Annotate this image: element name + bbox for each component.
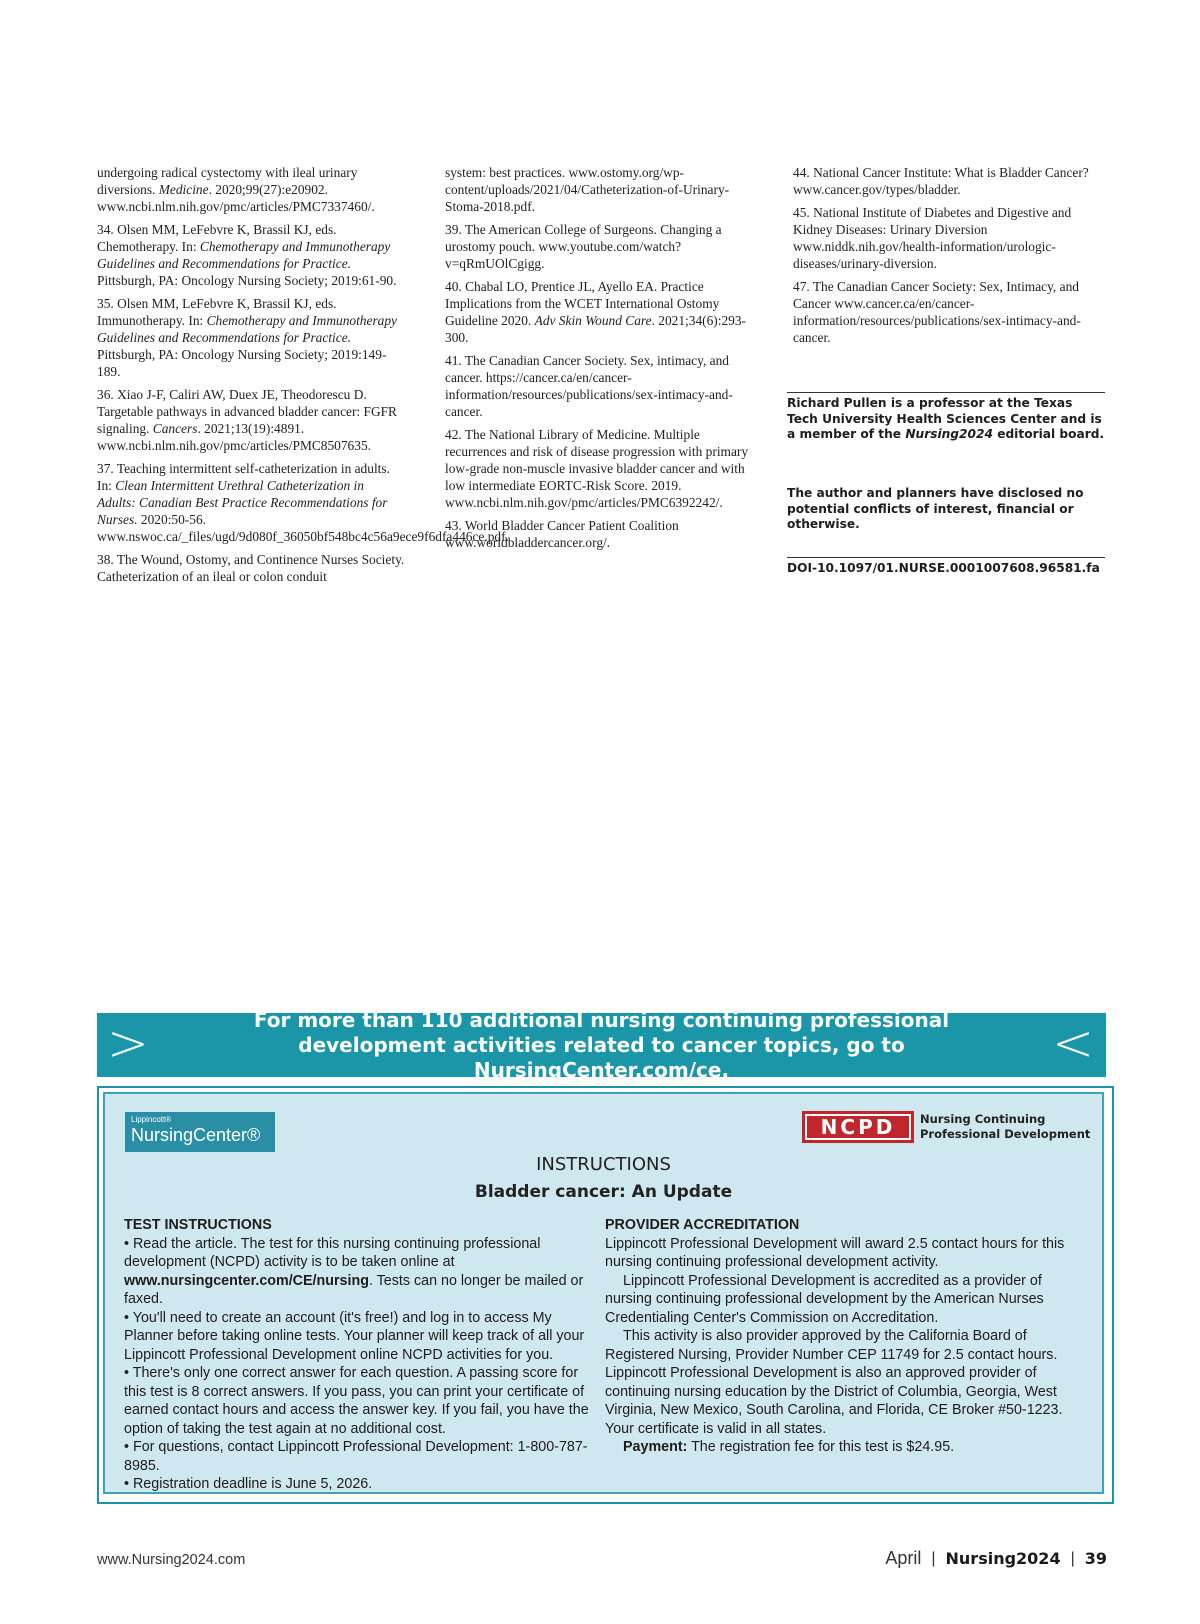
references-column-2 (445, 164, 761, 591)
instructions-title: Bladder cancer: An Update (474, 1182, 733, 1202)
reference-entry: undergoing radical cystectomy with ileal urinary diversions. Medicine. 2020;99(27):e20902. www.ncbi.nlm.nih.gov/pmc/articles/PMC7337460/. (97, 165, 375, 214)
test-instructions (124, 1216, 596, 1494)
doi: DOI-10.1097/01.NURSE.0001007608.96581.fa (787, 561, 1100, 575)
author-bio: Richard Pullen is a professor at the Texas Tech University Health Sciences Center and is a member of the Nursing2024 editorial board. (787, 396, 1105, 441)
test-instruction-item: • For questions, contact Lippincott Professional Development: 1-800-787-8985. (124, 1439, 588, 1474)
chevron-right-icon: > (107, 1014, 149, 1072)
nursingcenter-logo: Lippincott® NursingCenter® (125, 1112, 275, 1152)
issue-month: April (885, 1548, 922, 1568)
references-column-1 (97, 164, 509, 591)
reference-entry: 34. Olsen MM, LeFebvre K, Brassil KJ, eds. Chemotherapy. In: Chemotherapy and Immunotherapy Guidelines and Recommendations for Practice. Pittsburgh, PA: Oncology Nursing Society; 2019:61-90. (97, 222, 397, 288)
divider (787, 557, 1105, 558)
test-instructions-heading: TEST INSTRUCTIONS (124, 1217, 272, 1233)
test-instruction-item: • Registration deadline is June 5, 2026. (124, 1476, 373, 1492)
website-url: www.Nursing2024.com (97, 1552, 246, 1568)
ncpd-badge: NCPD (802, 1111, 914, 1143)
reference-entry: 44. National Cancer Institute: What is Bladder Cancer? www.cancer.gov/types/bladder. (793, 165, 1089, 197)
reference-entry: 36. Xiao J-F, Caliri AW, Duex JE, Theodorescu D. Targetable pathways in advanced bladder cancer: FGFR signaling. Cancers. 2021;13(19):4891. www.ncbi.nlm.nih.gov/pmc/articles/PMC8507635. (97, 387, 397, 453)
divider (787, 392, 1105, 393)
test-instruction-item: • You'll need to create an account (it's free!) and log in to access My Planner before taking online tests. Your planner will keep track of all your Lippincott Professional Development online NCPD activities for you. (124, 1309, 585, 1363)
nursingcenter-link[interactable]: www.nursingcenter.com/CE/nursing (124, 1272, 369, 1289)
promo-banner (97, 1007, 1106, 1082)
payment-paragraph: Payment: The registration fee for this test is $24.95. (623, 1439, 955, 1455)
provider-accreditation-heading: PROVIDER ACCREDITATION (605, 1217, 800, 1233)
reference-entry: 43. World Bladder Cancer Patient Coalition www.worldbladdercancer.org/. (445, 518, 679, 550)
chevron-left-icon: < (1052, 1014, 1094, 1072)
test-instruction-item: • Read the article. The test for this nursing continuing professional development (NCPD) activity is to be taken online at www.nursingcenter.com/CE/nursing. Tests can no longer be mailed or faxed. (124, 1235, 584, 1307)
accreditation-paragraph: This activity is also provider approved by the California Board of Registered Nursing, Provider Number CEP 11749 for 2.5 contact hours. Lippincott Professional Development is also an approved provider of continuing nursing education by the District of Columbia, Georgia, West Virginia, New Mexico, South Carolina, and Florida, CE Broker #50-1223. Your certificate is valid in all states. (605, 1328, 1063, 1437)
test-instruction-item: • There's only one correct answer for each question. A passing score for this test is 8 correct answers. If you pass, you can print your certificate of earned contact hours and access the answer key. If you fail, you have the option of taking the test again at no additional cost. (124, 1365, 589, 1437)
reference-entry: 42. The National Library of Medicine. Multiple recurrences and risk of disease progression with primary low-grade non-muscle invasive bladder cancer and with low intermediate EORTC-Risk Score. 2019. www.ncbi.nlm.nih.gov/pmc/articles/PMC6392242/. (445, 427, 749, 510)
accreditation-paragraph: Lippincott Professional Development will award 2.5 contact hours for this nursing continuing professional development activity. (605, 1235, 1065, 1270)
reference-entry: 40. Chabal LO, Prentice JL, Ayello EA. Practice Implications from the WCET International Ostomy Guideline 2020. Adv Skin Wound Care. 2021;34(6):293-300. (445, 279, 747, 345)
separator: | (1070, 1549, 1075, 1567)
page-number: 39 (1084, 1549, 1107, 1568)
reference-entry: 45. National Institute of Diabetes and Digestive and Kidney Diseases: Urinary Diversion www.niddk.nih.gov/health-information/urologic-diseases/urinary-diversion. (793, 205, 1072, 271)
accreditation-paragraph: Lippincott Professional Development is accredited as a provider of nursing continuing professional development by the American Nurses Credentialing Center's Commission on Accreditation. (605, 1272, 1044, 1326)
reference-entry: 47. The Canadian Cancer Society: Sex, Intimacy, and Cancer www.cancer.ca/en/cancer-information/resources/publications/sex-intimacy-and-cancer. (793, 279, 1081, 345)
reference-entry: 41. The Canadian Cancer Society. Sex, intimacy, and cancer. https://cancer.ca/en/cancer-information/resources/publications/sex-intimacy-and-cancer. (445, 353, 733, 419)
reference-entry: 38. The Wound, Ostomy, and Continence Nurses Society. Catheterization of an ileal or colon conduit (97, 552, 405, 584)
instructions-box (97, 1086, 1114, 1504)
magazine-name: Nursing2024 (945, 1549, 1061, 1568)
ncpd-label: Nursing Continuing Professional Development (920, 1112, 1091, 1141)
instructions-heading: INSTRUCTIONS (536, 1154, 671, 1175)
banner-text: For more than 110 additional nursing continuing professional development activities related to cancer topics, go to NursingCenter.com/ce. (253, 1007, 950, 1082)
reference-entry: 39. The American College of Surgeons. Changing a urostomy pouch. www.youtube.com/watch?v=qRmUOlCgigg. (445, 222, 722, 271)
reference-entry: 35. Olsen MM, LeFebvre K, Brassil KJ, eds. Immunotherapy. In: Chemotherapy and Immunotherapy Guidelines and Recommendations for Practice. Pittsburgh, PA: Oncology Nursing Society; 2019:149-189. (97, 296, 397, 379)
separator: | (931, 1549, 936, 1567)
page-footer (97, 1548, 1107, 1572)
provider-accreditation (605, 1216, 1079, 1457)
reference-entry: system: best practices. www.ostomy.org/wp-content/uploads/2021/04/Catheterization-of-Urinary-Stoma-2018.pdf. (445, 165, 730, 214)
ncpd-logo (802, 1111, 1090, 1143)
disclosure-statement: The author and planners have disclosed no potential conflicts of interest, financial or otherwise. (787, 486, 1084, 531)
reference-entry: 37. Teaching intermittent self-catheterization in adults. In: Clean Intermittent Urethral Catheterization in Adults: Canadian Best Practice Recommendations for Nurses. 2020:50-56. www.nswoc.ca/_files/ugd/9d080f_36050bf548bc4c56a9ece9f6dfa446ce.pdf. (97, 461, 509, 544)
